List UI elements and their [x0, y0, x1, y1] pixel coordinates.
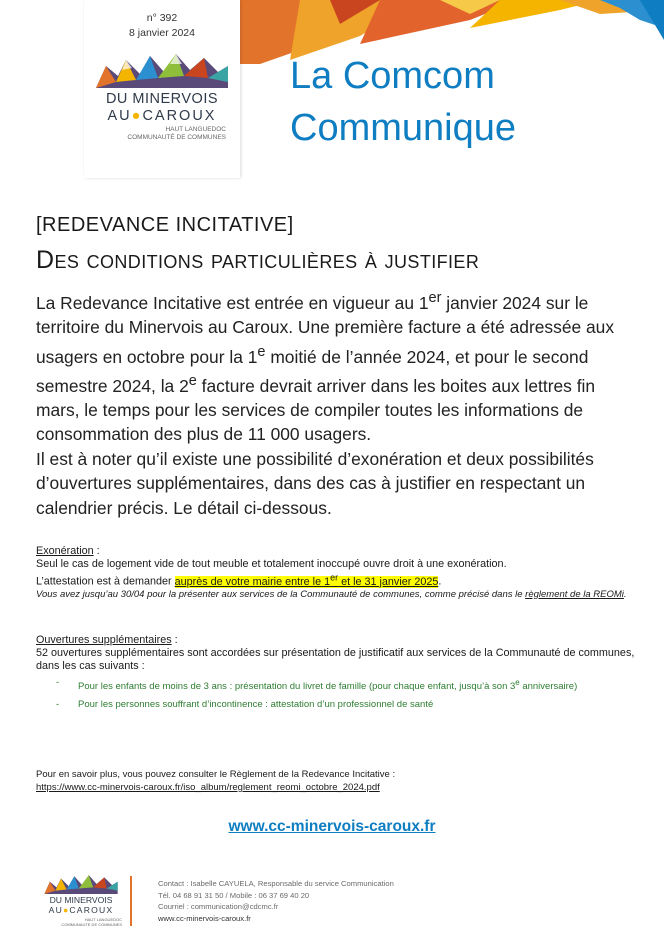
contact-email: Courriel : communication@cdcmc.fr [158, 902, 279, 911]
article-headline: Des conditions particulières à justifier [36, 246, 480, 274]
reglement-pdf-link[interactable]: https://www.cc-minervois-caroux.fr/iso_album/reglement_reomi_octobre_2024.pdf [36, 782, 380, 793]
footer-logo-mountains-icon [41, 874, 121, 894]
article-category: [REDEVANCE INCITATIVE] [36, 214, 294, 236]
intro-paragraph-2: Il est à noter qu’il existe une possibilité d’exonération et deux possibilités d’ouvertures supplémentaires, dans des cas à justifier en respectant un calendrier précis. Le détail ci-dessous. [36, 448, 594, 518]
ouvertures-section: Ouvertures supplémentaires : 52 ouvertures supplémentaires sont accordées sur présentation de justificatif aux services de la Communauté de communes, dans les cas suivants : - Pour les enfants de moins de 3 ans : présentation du livret de famille (pour chaque enfant, jusqu’à son 3e anniversaire) - Pour les personnes souffrant d’incontinence : attestation d’un professionnel de santé [36, 634, 636, 717]
issue-date: 8 janvier 2024 [129, 27, 195, 39]
logo-dot-icon: ● [131, 108, 143, 124]
contact-person: Contact : Isabelle CAYUELA, Responsable du service Communication [158, 879, 394, 888]
exoneration-line2: L’attestation est à demander auprès de votre mairie entre le 1er et le 31 janvier 2025. [36, 572, 442, 588]
exoneration-line1: Seul le cas de logement vide de tout meuble et totalement inoccupé ouvre droit à une exonération. [36, 558, 507, 570]
footer-logo-subtitle: HAUT LANGUEDOC COMMUNAUTÉ DE COMMUNES [61, 917, 122, 927]
intro-paragraph-1: La Redevance Incitative est entrée en vigueur au 1er janvier 2024 sur le territoire du Minervois au Caroux. Une première facture a été adressée aux usagers en octobre pour la 1e moitié de l’année 2024, et pour le second semestre 2024, la 2e facture devrait arriver dans les boites aux lettres fin mars, le temps pour les services de compiler toutes les informations de consommation des plus de 11 000 usagers. [36, 290, 615, 445]
logo-mountains-icon [96, 52, 228, 88]
website-link[interactable]: www.cc-minervois-caroux.fr [228, 818, 436, 835]
newsletter-title: La Comcom Communique [290, 55, 516, 149]
ouvertures-heading: Ouvertures supplémentaires [36, 634, 172, 646]
ouvertures-text: 52 ouvertures supplémentaires sont accordées sur présentation de justificatif aux services de la Communauté de communes, dans les cas suivants : [36, 647, 635, 672]
issue-number: n° 392 [146, 12, 178, 24]
logo-text-line2: AU●CAROUX [107, 108, 217, 124]
contact-site: www.cc-minervois-caroux.fr [158, 913, 251, 923]
deadline-highlight: auprès de votre mairie entre le 1er et le 31 janvier 2025 [174, 572, 439, 588]
list-item: - Pour les personnes souffrant d’incontinence : attestation d’un professionnel de santé [78, 699, 636, 711]
contact-phone: Tél. 04 68 91 31 50 / Mobile : 06 37 69 40 20 [158, 890, 310, 900]
footer-logo-line1: DU MINERVOIS [49, 895, 113, 905]
article-intro [36, 286, 636, 520]
footer-logo [36, 874, 126, 932]
footer-divider [130, 876, 132, 926]
logo-subtitle: HAUT LANGUEDOC COMMUNAUTÉ DE COMMUNES [127, 126, 226, 141]
exoneration-note: Vous avez jusqu’au 30/04 pour la présenter aux services de la Communauté de communes, comme précisé dans le règlement de la REOMi. [36, 588, 627, 600]
exoneration-section: Exonération : Seul le cas de logement vide de tout meuble et totalement inoccupé ouvre droit à une exonération. L’attestation est à demander auprès de votre mairie entre le 1er et le 31 janvier 2025. Vous avez jusqu’au 30/04 pour la présenter aux services de la Communauté de communes, comme précisé dans le règlement de la REOMi. [36, 545, 636, 600]
logo-card [84, 0, 240, 178]
logo-text-line1: DU MINERVOIS [105, 91, 219, 107]
more-info [36, 768, 636, 794]
list-item: - Pour les enfants de moins de 3 ans : présentation du livret de famille (pour chaque enfant, jusqu’à son 3e anniversaire) [78, 677, 636, 693]
footer-logo-line2: AU●CAROUX [48, 905, 114, 915]
reomi-rules-link[interactable]: règlement de la REOMi [525, 588, 624, 600]
ouvertures-list [36, 677, 636, 711]
more-info-text: Pour en savoir plus, vous pouvez consulter le Règlement de la Redevance Incitative : [36, 769, 396, 780]
footer-contact [158, 878, 394, 924]
exoneration-heading: Exonération [36, 545, 94, 557]
